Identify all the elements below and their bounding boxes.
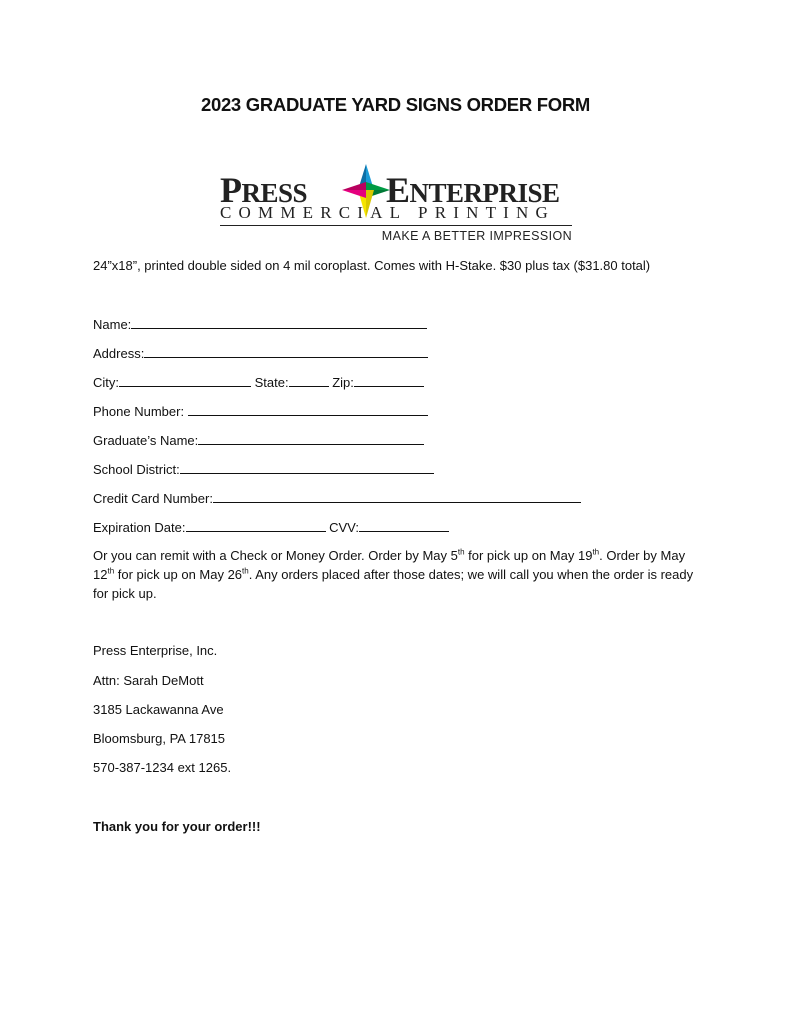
city-label: City: [93,375,119,390]
address-label: Address: [93,346,145,361]
graduate-name-line[interactable] [198,432,424,445]
logo-enterprise-initial: E [386,170,410,210]
logo-press-initial: P [220,170,242,210]
remit-sup-3: th [107,566,115,576]
logo-divider [220,225,572,226]
thank-you-note: Thank you for your order!!! [93,819,261,834]
phone-label: Phone Number: [93,404,188,419]
phone-line[interactable] [188,403,428,416]
zip-line[interactable] [354,374,424,387]
expiration-label: Expiration Date: [93,520,186,535]
press-enterprise-logo [218,158,574,246]
school-district-label: School District: [93,462,180,477]
name-line[interactable] [131,316,427,329]
logo-subtitle: COMMERCIAL PRINTING [220,203,555,222]
state-line[interactable] [289,374,329,387]
city-line[interactable] [119,374,251,387]
attention-line: Attn: Sarah DeMott [93,673,204,688]
remit-paragraph [93,546,705,603]
remit-text-1: Or you can remit with a Check or Money Order. Order by May 5 [93,548,458,563]
address-line[interactable] [144,345,428,358]
zip-label: Zip: [332,375,354,390]
school-district-field[interactable] [93,461,434,477]
remit-sup-2: th [592,547,600,557]
page-title: 2023 GRADUATE YARD SIGNS ORDER FORM [200,94,591,115]
credit-card-field[interactable] [93,490,581,506]
name-label: Name: [93,317,132,332]
cvv-label: CVV: [329,520,359,535]
remit-text-3: . Order by May 12 [93,548,686,582]
credit-card-label: Credit Card Number: [93,491,213,506]
street-address: 3185 Lackawanna Ave [93,702,224,717]
expiration-line[interactable] [186,519,326,532]
phone-field[interactable] [93,403,428,419]
logo-enterprise-rest: NTERPRISE [409,178,560,208]
city-state-zip: Bloomsburg, PA 17815 [93,731,226,746]
product-description: 24”x18”, printed double sided on 4 mil coroplast. Comes with H-Stake. $30 plus tax ($31.80 total) [93,258,651,273]
remit-sup-1: th [457,547,465,557]
name-field[interactable] [93,316,427,332]
graduate-name-field[interactable] [93,432,424,448]
credit-card-line[interactable] [213,490,581,503]
state-label: State: [254,375,289,390]
address-field[interactable] [93,345,428,361]
company-name: Press Enterprise, Inc. [93,643,218,658]
remit-text-4: for pick up on May 26 [114,567,243,582]
logo-press-rest: RESS [241,178,308,208]
school-district-line[interactable] [180,461,434,474]
city-state-zip-row [93,374,424,390]
logo-tagline: MAKE A BETTER IMPRESSION [381,229,572,243]
graduate-name-label: Graduate’s Name: [93,433,199,448]
expiration-cvv-row [93,519,449,535]
remit-text-2: for pick up on May 19 [464,548,593,563]
cvv-line[interactable] [359,519,449,532]
phone-number: 570-387-1234 ext 1265. [93,760,232,775]
remit-sup-4: th [242,566,249,576]
remit-text-5: . Any orders placed after those dates; we will call you when the order is ready for pick up. [93,567,694,601]
